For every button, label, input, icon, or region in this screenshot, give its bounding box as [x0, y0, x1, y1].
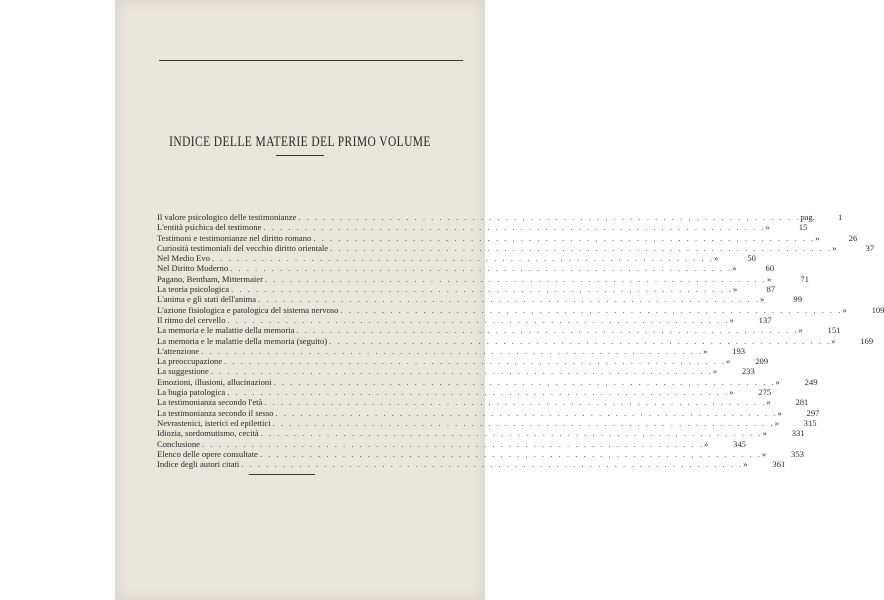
toc-entry-page-mark: »: [760, 294, 765, 305]
toc-entry-page-mark: »: [798, 325, 803, 336]
toc-entry-page-mark: »: [729, 387, 734, 398]
toc-entry-page-number: 87: [766, 284, 776, 295]
toc-entry-title: Conclusione: [157, 438, 200, 449]
toc-dot-leader: . . . . . . . . . . . . . . . . . . . . . . . . . . . . . . . . . . . . . . . . . . . . . . . . . . . . . . . . . . . . .: [275, 407, 778, 418]
toc-dot-leader: . . . . . . . . . . . . . . . . . . . . . . . . . . . . . . . . . . . . . . . . . . . . . . . . . . . . . . . . . . . . .: [330, 242, 833, 253]
toc-entry: [157, 314, 772, 325]
toc-entry-page-mark: »: [726, 356, 731, 367]
toc-entry-page-number: 297: [806, 407, 820, 418]
toc-entry-page-number: 50: [747, 253, 756, 264]
toc-entry-page-mark: »: [765, 222, 770, 233]
toc-entry-title: Idiozia, sordomutismo, cecità: [157, 428, 259, 439]
toc-dot-leader: . . . . . . . . . . . . . . . . . . . . . . . . . . . . . . . . . . . . . . . . . . . . . . . . . . . . . . . . . . . . .: [263, 222, 766, 233]
toc-entry-page-number: 331: [791, 428, 805, 439]
toc-entry-page-number: 26: [848, 232, 858, 243]
toc-dot-leader: . . . . . . . . . . . . . . . . . . . . . . . . . . . . . . . . . . . . . . . . . . . . . . . . . . . . . . . . . . . . .: [227, 387, 730, 398]
toc-entry-page-mark: »: [762, 428, 767, 439]
toc-entry-page-number: 60: [765, 263, 775, 274]
toc-dot-leader: . . . . . . . . . . . . . . . . . . . . . . . . . . . . . . . . . . . . . . . . . . . . . . . . . . . . . . . . . . . . .: [201, 438, 704, 449]
toc-entry: [157, 284, 776, 295]
toc-entry-page-number: 109: [871, 304, 884, 315]
toc-entry: [157, 428, 805, 439]
toc-entry-page-mark: »: [775, 376, 780, 387]
toc-entry-title: La suggestione: [157, 366, 209, 377]
toc-entry-page-mark: »: [831, 335, 836, 346]
toc-entry-page-number: 345: [733, 438, 746, 449]
toc-entry-title: Il valore psicologico delle testimonianze: [157, 212, 297, 222]
toc-dot-leader: . . . . . . . . . . . . . . . . . . . . . . . . . . . . . . . . . . . . . . . . . . . . . . . . . . . . . . . . . . . . .: [201, 345, 704, 356]
toc-entry: [157, 222, 808, 233]
toc-entry-page-number: 169: [860, 335, 874, 346]
toc-dot-leader: . . . . . . . . . . . . . . . . . . . . . . . . . . . . . . . . . . . . . . . . . . . . . . . . . . . . . . . . . . . . .: [264, 397, 767, 408]
toc-entry: [157, 397, 809, 408]
toc-dot-leader: . . . . . . . . . . . . . . . . . . . . . . . . . . . . . . . . . . . . . . . . . . . . . . . . . . . . . . . . . . . . .: [231, 284, 734, 295]
toc-entry-title: La memoria e le malattie della memoria: [157, 325, 295, 336]
toc-entry-title: Nel Diritto Moderno: [157, 263, 229, 274]
toc-entry-page-number: 275: [758, 387, 772, 398]
toc-entry: [157, 459, 786, 470]
header-rule: [159, 60, 463, 61]
toc-entry-page-number: 353: [791, 448, 804, 459]
toc-entry-page-mark: »: [703, 345, 708, 356]
toc-entry: [157, 273, 809, 284]
footer-rule: [249, 474, 315, 475]
toc-dot-leader: . . . . . . . . . . . . . . . . . . . . . . . . . . . . . . . . . . . . . . . . . . . . . . . . . . . . . . . . . . . . .: [227, 314, 730, 325]
toc-entry-title: Testimoni e testimonianze nel diritto romano: [157, 232, 312, 243]
toc-entry-title: L'azione fisiologica e patologica del sistema nervoso: [157, 304, 339, 315]
toc-dot-leader: . . . . . . . . . . . . . . . . . . . . . . . . . . . . . . . . . . . . . . . . . . . . . . . . . . . . . . . . . . . . .: [260, 428, 763, 439]
table-of-contents: [157, 212, 884, 470]
toc-entry-title: Curiosità testimoniali del vecchio diritto orientale: [157, 242, 329, 253]
page-title: INDICE DELLE MATERIE DEL PRIMO VOLUME: [169, 134, 431, 150]
toc-entry-page-mark: pag.: [800, 212, 815, 222]
toc-dot-leader: . . . . . . . . . . . . . . . . . . . . . . . . . . . . . . . . . . . . . . . . . . . . . . . . . . . . . . . . . . . . .: [230, 263, 733, 274]
toc-entry-title: Elenco delle opere consultate: [157, 448, 258, 459]
toc-dot-leader: . . . . . . . . . . . . . . . . . . . . . . . . . . . . . . . . . . . . . . . . . . . . . . . . . . . . . . . . . . . . .: [224, 356, 727, 367]
toc-entry: [157, 438, 746, 449]
toc-entry-title: Nel Medio Evo: [157, 253, 210, 264]
toc-entry: [157, 335, 874, 346]
toc-entry-page-number: 249: [804, 376, 818, 387]
toc-entry: [157, 263, 775, 274]
toc-entry-page-number: 99: [793, 294, 802, 305]
toc-entry-title: La preoccupazione: [157, 356, 223, 367]
toc-entry-page-number: 233: [741, 366, 755, 377]
toc-entry: [157, 253, 756, 264]
toc-entry: [157, 356, 769, 367]
toc-entry: [157, 366, 755, 377]
toc-entry-title: L'entità psichica del testimone: [157, 222, 262, 233]
toc-entry-title: Nevrastenici, isterici ed epilettici: [157, 417, 271, 428]
toc-entry-page-number: 151: [827, 325, 841, 336]
toc-entry-page-mark: »: [832, 242, 837, 253]
toc-entry-title: La testimonianza secondo l'età: [157, 397, 263, 408]
toc-entry: [157, 232, 858, 243]
toc-dot-leader: . . . . . . . . . . . . . . . . . . . . . . . . . . . . . . . . . . . . . . . . . . . . . . . . . . . . . . . . . . . . .: [259, 448, 762, 459]
toc-entry-page-number: 1: [838, 212, 843, 222]
book-page: [115, 0, 884, 600]
toc-entry-page-mark: »: [777, 407, 782, 418]
toc-entry-page-number: 281: [795, 397, 809, 408]
toc-entry-page-number: 15: [798, 222, 808, 233]
toc-dot-leader: . . . . . . . . . . . . . . . . . . . . . . . . . . . . . . . . . . . . . . . . . . . . . . . . . . . . . . . . . . . . .: [210, 366, 713, 377]
toc-entry-title: La memoria e le malattie della memoria (seguito): [157, 335, 328, 346]
toc-dot-leader: . . . . . . . . . . . . . . . . . . . . . . . . . . . . . . . . . . . . . . . . . . . . . . . . . . . . . . . . . . . . .: [340, 304, 843, 315]
toc-dot-leader: . . . . . . . . . . . . . . . . . . . . . . . . . . . . . . . . . . . . . . . . . . . . . . . . . . . . . . . . . . . . .: [258, 294, 760, 305]
toc-entry-title: La teoria psicologica: [157, 284, 230, 295]
toc-entry-page-mark: »: [713, 253, 719, 264]
toc-dot-leader: . . . . . . . . . . . . . . . . . . . . . . . . . . . . . . . . . . . . . . . . . . . . . . . . . . . . . . . . . . . . .: [313, 232, 816, 243]
toc-entry-page-mark: »: [712, 366, 718, 377]
toc-entry-title: Emozioni, illusioni, allucinazioni: [157, 376, 272, 387]
toc-entry-title: La testimonianza secondo il sesso: [157, 407, 274, 418]
toc-entry: [157, 345, 746, 356]
toc-entry-page-number: 361: [772, 459, 786, 470]
toc-dot-leader: . . . . . . . . . . . . . . . . . . . . . . . . . . . . . . . . . . . . . . . . . . . . . . . . . . . . . . . . . . . . .: [296, 325, 799, 336]
toc-dot-leader: . . . . . . . . . . . . . . . . . . . . . . . . . . . . . . . . . . . . . . . . . . . . . . . . . . . . . . . . . . . . .: [298, 212, 801, 222]
toc-entry-title: L'anima e gli stati dell'anima: [157, 294, 257, 305]
toc-entry: [157, 242, 875, 253]
toc-entry-page-number: 315: [803, 417, 817, 428]
toc-dot-leader: . . . . . . . . . . . . . . . . . . . . . . . . . . . . . . . . . . . . . . . . . . . . . . . . . . . . . . . . . . . . .: [329, 335, 832, 346]
toc-dot-leader: . . . . . . . . . . . . . . . . . . . . . . . . . . . . . . . . . . . . . . . . . . . . . . . . . . . . . . . . . . . . .: [212, 253, 714, 264]
toc-entry-page-number: 209: [755, 356, 769, 367]
toc-entry-page-mark: »: [703, 438, 709, 449]
toc-entry: [157, 304, 884, 315]
toc-entry-page-mark: »: [761, 448, 767, 459]
toc-entry: [157, 212, 843, 222]
toc-dot-leader: . . . . . . . . . . . . . . . . . . . . . . . . . . . . . . . . . . . . . . . . . . . . . . . . . . . . . . . . . . . . .: [272, 417, 775, 428]
toc-entry: [157, 407, 820, 418]
toc-entry: [157, 448, 804, 459]
toc-entry-title: Indice degli autori citati: [157, 459, 240, 470]
toc-entry-page-mark: »: [743, 459, 748, 470]
toc-dot-leader: . . . . . . . . . . . . . . . . . . . . . . . . . . . . . . . . . . . . . . . . . . . . . . . . . . . . . . . . . . . . .: [273, 376, 776, 387]
toc-entry: [157, 376, 818, 387]
toc-entry-page-mark: »: [815, 232, 820, 243]
toc-entry-page-mark: »: [766, 273, 772, 284]
toc-entry-page-mark: »: [729, 314, 734, 325]
toc-entry: [157, 387, 772, 398]
title-underline: [276, 155, 324, 156]
toc-dot-leader: . . . . . . . . . . . . . . . . . . . . . . . . . . . . . . . . . . . . . . . . . . . . . . . . . . . . . . . . . . . . .: [264, 273, 767, 284]
toc-entry-page-mark: »: [842, 304, 847, 315]
toc-entry-page-number: 71: [800, 273, 809, 284]
toc-entry-page-number: 37: [865, 242, 875, 253]
toc-entry: [157, 294, 802, 305]
toc-entry-page-mark: »: [733, 284, 738, 295]
toc-entry-title: Il ritmo del cervello: [157, 314, 226, 325]
toc-entry: [157, 417, 817, 428]
toc-dot-leader: . . . . . . . . . . . . . . . . . . . . . . . . . . . . . . . . . . . . . . . . . . . . . . . . . . . . . . . . . . . . .: [241, 459, 744, 470]
toc-entry: [157, 325, 841, 336]
toc-entry-page-mark: »: [774, 417, 779, 428]
toc-entry-page-number: 193: [732, 345, 746, 356]
toc-entry-page-number: 137: [758, 314, 772, 325]
toc-entry-page-mark: »: [766, 397, 771, 408]
toc-entry-title: L'attenzione: [157, 345, 200, 356]
toc-entry-page-mark: »: [732, 263, 737, 274]
toc-entry-title: La bugia patologica: [157, 387, 226, 398]
toc-entry-title: Pagano, Bentham, Mittermaier: [157, 273, 263, 284]
